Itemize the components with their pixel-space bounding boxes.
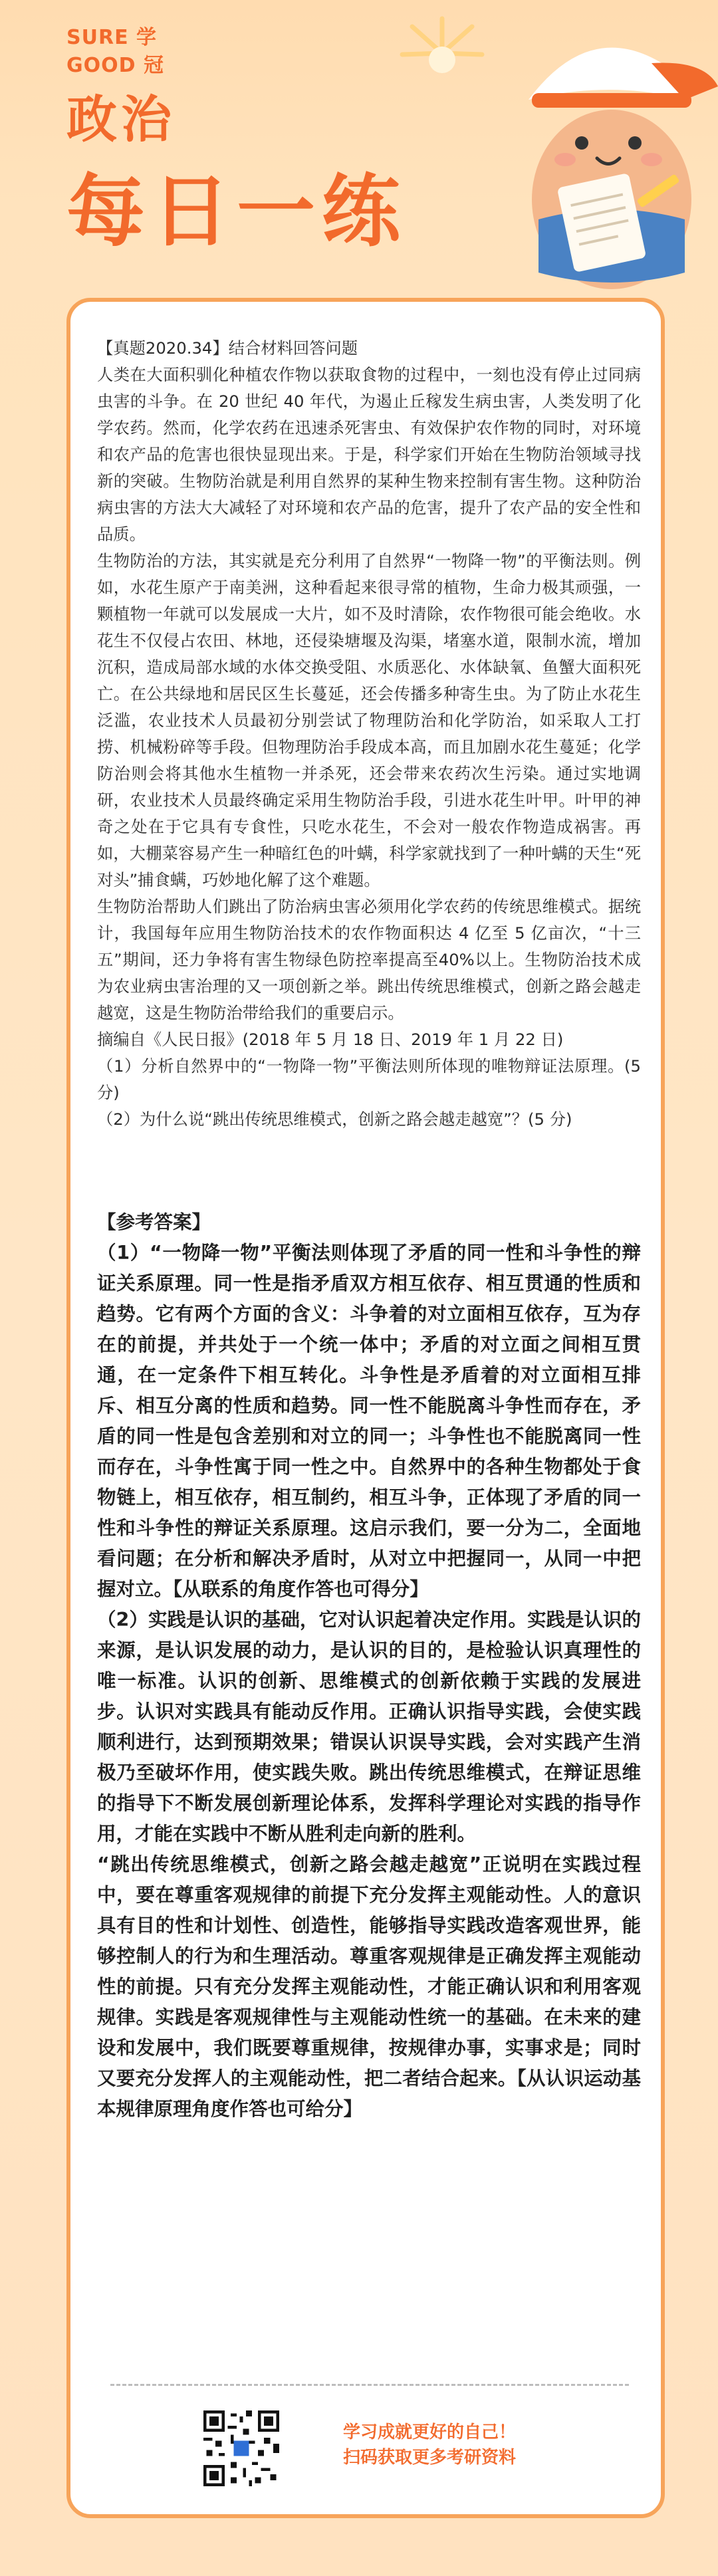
logo-line-2: GOOD 冠 bbox=[66, 54, 164, 77]
answer-paragraph-2: （2）实践是认识的基础，它对认识起着决定作用。实践是认识的来源，是认识发展的动力，是认识的目的，是检验认识真理性的唯一标准。认识的创新、思维模式的创新依赖于实践的发展进步。认识对实践具有能动反作用。正确认识指导实践，会使实践顺利进行，达到预期效果；错误认识误导实践，会对实践产生消极乃至破坏作用，使实践失败。跳出传统思维模式，在辩证思维的指导下不断发展创新理论体系，发挥科学理论对实践的指导作用，才能在实践中不断从胜利走向新的胜利。 bbox=[97, 1609, 641, 1845]
answer-heading: 【参考答案】 bbox=[97, 1211, 211, 1233]
mascot-illustration-icon bbox=[465, 0, 718, 293]
answer-section bbox=[97, 1207, 641, 2125]
answer-paragraph-1: （1）“一物降一物”平衡法则体现了矛盾的同一性和斗争性的辩证关系原理。同一性是指矛盾双方相互依存、相互贯通的性质和趋势。它有两个方面的含义：斗争着的对立面相互依存，互为存在的前提，并共处于一个统一体中；矛盾的对立面之间相互贯通，在一定条件下相互转化。斗争性是矛盾着的对立面相互排斥、相互分离的性质和趋势。同一性不能脱离斗争性而存在，矛盾的同一性是包含差别和对立的同一；斗争性也不能脱离同一性而存在，斗争性寓于同一性之中。自然界中的各种生物都处于食物链上，相互依存，相互制约，相互斗争，正体现了矛盾的同一性和斗争性的辩证关系原理。这启示我们，要一分为二，全面地看问题；在分析和解决矛盾时，从对立中把握同一，从同一中把握对立。【从联系的角度作答也可得分】 bbox=[97, 1242, 641, 1600]
question-section bbox=[97, 335, 641, 1133]
page-title: 每日一练 bbox=[66, 166, 408, 257]
promo-text bbox=[343, 2420, 516, 2470]
promo-line-1: 学习成就更好的自己！ bbox=[343, 2422, 517, 2442]
question-item-2: （2）为什么说“跳出传统思维模式，创新之路会越走越宽”？(5 分) bbox=[97, 1110, 572, 1129]
promo-line-2: 扫码获取更多考研资料 bbox=[343, 2448, 517, 2468]
question-paragraph: 生物防治帮助人们跳出了防治病虫害必须用化学农药的传统思维模式。据统计，我国每年应用生物防治技术的农作物面积达 4 亿至 5 亿亩次，“十三五”期间，还力争将有害生物绿色防控率提高至40%以上。生物防治技术成为农业病虫害治理的又一项创新之举。跳出传统思维模式，创新之路会越走越宽，这是生物防治带给我们的重要启示。 bbox=[97, 897, 641, 1022]
question-paragraph: 人类在大面积驯化种植农作物以获取食物的过程中，一刻也没有停止过同病虫害的斗争。在 20 世纪 40 年代，为遏止丘稼发生病虫害，人类发明了化学农药。然而，化学农药在迅速杀死害虫、有效保护农作物的同时，对环境和农产品的危害也很快显现出来。于是，科学家们开始在生物防治领域寻找新的突破。生物防治就是利用自然界的某种生物来控制有害生物。这种防治病虫害的方法大大减轻了对环境和农产品的危害，提升了农产品的安全性和品质。 bbox=[97, 365, 641, 544]
qr-code-icon[interactable] bbox=[203, 2410, 279, 2486]
question-paragraph: 生物防治的方法，其实就是充分利用了自然界“一物降一物”的平衡法则。例如，水花生原产于南美洲，这种看起来很寻常的植物，生命力极其顽强，一颗植物一年就可以发展成一大片，如不及时清除，农作物很可能会绝收。水花生不仅侵占农田、林地，还侵染塘堰及沟渠，堵塞水道，限制水流，增加沉积，造成局部水域的水体交换受阻、水质恶化、水体缺氧、鱼蟹大面积死亡。在公共绿地和居民区生长蔓延，还会传播多种寄生虫。为了防止水花生泛滥，农业技术人员最初分别尝试了物理防治和化学防治，如采取人工打捞、机械粉碎等手段。但物理防治手段成本高，而且加剧水花生蔓延；化学防治则会将其他水生植物一并杀死，还会带来农药次生污染。通过实地调研，农业技术人员最终确定采用生物防治手段，引进水花生叶甲。叶甲的神奇之处在于它具有专食性，只吃水花生，不会对一般农作物造成祸害。再如，大棚菜容易产生一种暗红色的叶螨，科学家就找到了一种叶螨的天生“死对头”捕食螨，巧妙地化解了这个难题。 bbox=[97, 551, 641, 889]
content-card bbox=[66, 298, 665, 2518]
question-item-1: （1）分析自然界中的“一物降一物”平衡法则所体现的唯物辩证法原理。(5 分) bbox=[97, 1056, 641, 1102]
question-source: 摘编自《人民日报》(2018 年 5 月 18 日、2019 年 1 月 22 日) bbox=[97, 1030, 564, 1049]
brand-logo bbox=[66, 20, 186, 86]
question-heading: 【真题2020.34】结合材料回答问题 bbox=[97, 338, 358, 358]
answer-paragraph-3: “跳出传统思维模式，创新之路会越走越宽”正说明在实践过程中，要在尊重客观规律的前提下充分发挥主观能动性。人的意识具有目的性和计划性、创造性，能够指导实践改造客观世界，能够控制人的行为和生理活动。尊重客观规律是正确发挥主观能动性的前提。只有充分发挥主观能动性，才能正确认识和利用客观规律。实践是客观规律性与主观能动性统一的基础。在未来的建设和发展中，我们既要尊重规律，按规律办事，实事求是；同时又要充分发挥人的主观能动性，把二者结合起来。【从认识运动基本规律原理角度作答也可给分】 bbox=[97, 1853, 641, 2120]
subject-title: 政治 bbox=[66, 90, 176, 149]
logo-line-1: SURE 学 bbox=[66, 26, 158, 49]
dashed-divider bbox=[110, 2384, 629, 2386]
